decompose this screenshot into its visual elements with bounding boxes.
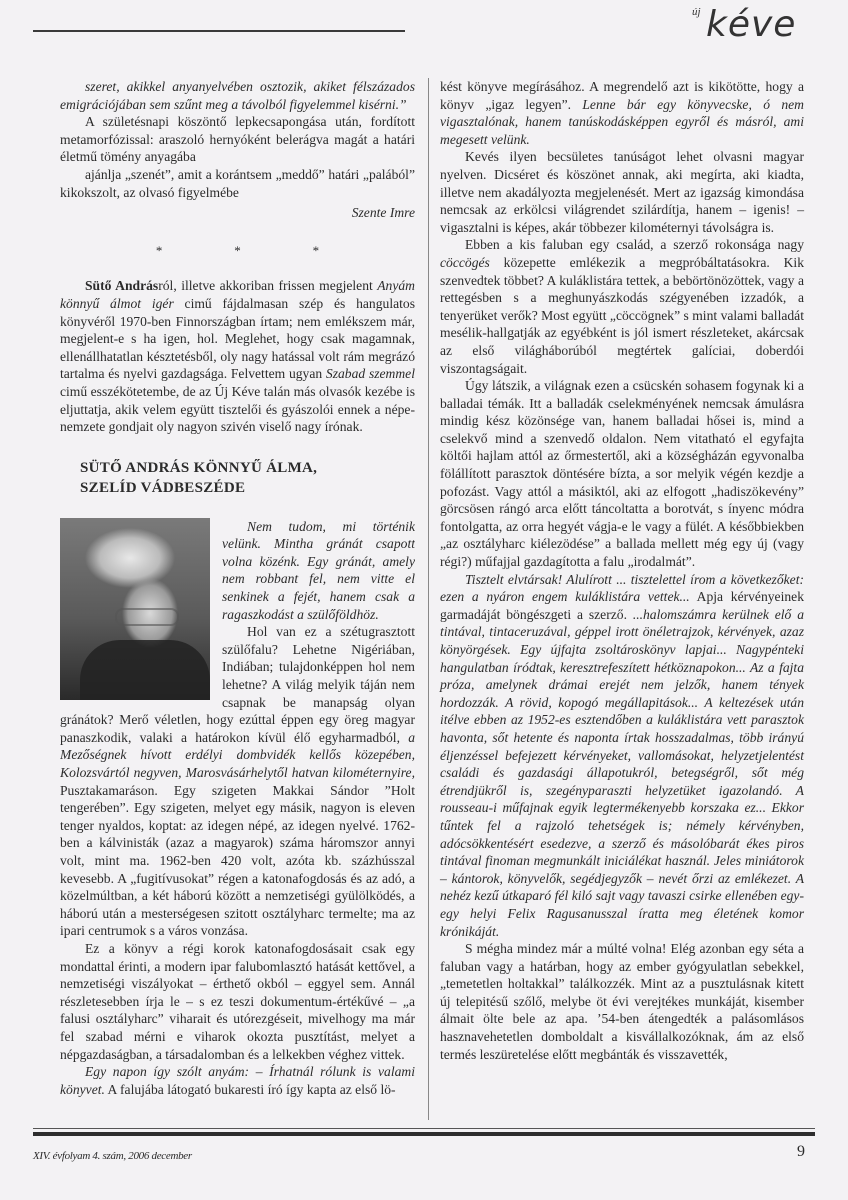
paragraph: Sütő Andrásról, illetve akkoriban frissen megjelent Anyám könnyű álmot igér cimű fájdalmasan szép és hangulatos könyvéről 1970-ben Finnországban írtam; nem emlékszem már, megjelent-e s ha igen, hol. Meglehet, hogy csak magamnak, ellenállhatatlan késztetésből, oly nagy hatással volt rám megrázó tartalma és nyelvi gazdagsága. Felvettem ugyan Szabad szemmel cimű esszékötetembe, de az Új Kéve talán más olvasók kezébe is eljuttatja, akik velem együtt tisztelői és gyászolói ennek a népe-nemzete gondjait oly nagyon szivén viselő nagy írónak. xyxy=(60,278,415,435)
asterisk: * xyxy=(155,242,163,258)
author-signature: Szente Imre xyxy=(351,205,415,221)
footer-rule xyxy=(33,1128,815,1129)
collection-title: Szabad szemmel xyxy=(325,366,415,382)
left-column xyxy=(60,78,415,1098)
paragraph: Ez a könyv a régi korok katonafogdosásait csak egy mondattal érinti, a modern ipar falubomlasztó hatását kettővel, a nemzetiségi viszályokat – érthető okból – eggyel sem. Annál részletesebben írja le – s ez teszi dokumentum-értékűvé – „a falusi osztályharc” viharait és utórezgéseit, mivelhogy ma már fel szabad mérni e viharok okozta pusztítást, melyet a népgazdaságban, a társadalomban és a lelkekben véghez vittek. xyxy=(60,940,415,1062)
asterisk: * xyxy=(312,242,320,258)
paragraph: Hol van ez a szétugrasztott szülőfalu? Lehetne Nigériában, Indiában; tulajdonképpen hol nem lehetne? A világ melyik táján nem csapnak be manapság olyan gránátok? Merő véletlen, hogy ezúttal éppen egy öreg magyar panaszkodik, valaki a határokon kívül élő egyharmadból, a Mezőségnek hívott erdélyi dombvidék kellős közepében, Kolozsvártól negyven, Marosvásárhelytől hatvan kilométernyire, Pusztakamaráson. Egy szigeten Makkai Sándor ”Holt tengerében”. Egy szigeten, melyet egy másik, nagyon is eleven tenger nyaldos, koptat: az idegen népé, az idegen nyelvé. 1762-ben a kálvinisták (azaz a magyarok) száma háromszor annyi volt, mint ma. 1962-ben 420 volt, azóta kb. százhússzal kevesebb. A „fugitívusokat” régen a katonafogdosás és az adó, a közelmúltban, a két háború között a nemzetiségi gyülölködés, a háború után a mesterségesen szitott osztályharc termelte; ma az ipari centrumok s a város vonzása. xyxy=(60,624,415,939)
author-name: Sütő András xyxy=(85,278,159,294)
paragraph: Úgy látszik, a világnak ezen a csücskén sohasem fogynak ki a balladai témák. Itt a balladák cselekményének nemcsak ámulásra mindig kész közönsége van, hanem balladai hősei is, mind a cselekvő mind a szenvedő oldalon. Nem vitatható el egyfajta költői hajlam attól az őrmestertől, aki a községházán egyvonalba fölállított parasztok döntésére bízta, a sor melyik végén kezdje a pofozást. Vagy attól a másiktól, aki az elfogott „hadiszökevény” görcsösen rángó arca előtt táncoltatta a borotvát, s ínyenc módra fontolgatta, az orra hegyét vágja-e le vagy a fülét. A későbbiekben „az osztályharc kiélezödése” a ballada mellett még egy új (vagy régi?) műfajjal gazdagította a falu „irodalmát”. xyxy=(440,378,804,570)
header-rule xyxy=(33,30,405,32)
book-title: Anyám könnyű álmot igér xyxy=(60,278,415,311)
page-number: 9 xyxy=(797,1143,805,1160)
paragraph: S mégha mindez már a múlté volna! Elég azonban egy séta a faluban vagy a határban, hogy az ember gyógyulatlan sebekkel, „temetetlen holtakkal” találkozzék. Mint az a pusztulásnak kitett új telepitésű szőlő, melybe öt évi verejtékes munkáját, kisember álmait ölte bele az apa. ’54-ben átengedték a palásomlásos hasznavehetetlen domboldalt a kisvállalkozóknak, ám az első termés leszüretelése előtt megbánták és visszavették, xyxy=(440,941,804,1062)
paragraph: ajánlja „szenét”, amit a korántsem „meddő” határi „palából” kikokszolt, az olvasó figyelmébe xyxy=(60,166,415,200)
asterisk: * xyxy=(234,242,241,258)
paragraph: Ebben a kis faluban egy család, a szerző rokonsága nagy cöccögés közepette emlékezik a megpróbáltatásokra. Kik szenvedtek többet? A kuláklistára tettek, a bebörtönözöttek, vagy a rettegésben s a meghunyászkodás szégyenében izzadók, a tenyerüket verők? Most együtt „cöccögnek” s mint valami balladát mesélik-hallgatják az egyébként is jól ismert részleteket, akárcsak az első világháborúból megtértek galíciai, doberdói viszontagságait. xyxy=(440,237,804,376)
logo-small-text: új xyxy=(692,6,701,18)
quote-ending: szeret, akikkel anyanyelvében osztozik, akiket félszázados emigrációjában sem szűnt meg a távolból figyelemmel kisérni.” xyxy=(60,79,415,112)
photo-detail xyxy=(115,608,179,626)
article-heading: SÜTŐ ANDRÁS KÖNNYŰ ÁLMA, SZELÍD VÁDBESZÉDE xyxy=(80,459,318,496)
paragraph: Tisztelt elvtársak! Alulírott ... tisztelettel írom a következőket: ezen a nyáron engem kuláklistára vettek... Apja kérvényeinek garmadáját böngészgeti a szerző. ...halomszámra kerülnek elő a tintával, tintaceruzával, géppel irott önéletrajzok, kérvények, azaz könyörgések. Egy újfajta zsoltároskönyv lapjai... Nagypénteki hangulatban íródtak, keresztrefeszített hétköznapokon... Az a fajta próza, amelynek drámai erejét nem jelzők, hanem tények hordozzák. A rövid, kopogó megállapitások... A keltezések után itélve ebben az 1952-es esztendőben a kuláklistára vett parasztok havonta, sőt hetente és naponta írtak hosszadalmas, több irányú éljenzéssel befejezett kérvényeket, vallomásokat, helyzetjelentést családi és gazdasági állapotukról, betegségről, sőt még étrendjükről is, szegényparaszti helyzetüket igazolandó. A rousseau-i műfajnak egyik legtermékenyebb korszaka ez... Ekkor tűntek fel a rajzoló tehetségek is; némely kérvényben, adócsökkentésért esedezve, a szerző és másolóbarát ékes piros tintával finoman megmunkált iniciálékat használ. Jeles miniátorok – kántorok, könyvelők, segédjegyzők – nevét őrzi az emlékezet. A nehéz kezű útkaparó fél kiló sajt vagy tavaszi csirke ellenében egy-egy helyi Felix Ragusanusszal íratta meg életének komor krónikáját. xyxy=(440,571,804,939)
epigraph-quote: Nem tudom, mi történik velünk. Mintha gránát csapott volna közénk. Egy gránát, amely nem robbant fel, nem vitte el senkinek a fejét, hanem csak a ragaszkodást a szülőföldhöz. xyxy=(222,518,415,622)
paragraph: Egy napon így szólt anyám: – Írhatnál rólunk is valami könyvet. A falujába látogató bukaresti író így kapta az első lö- xyxy=(60,1064,415,1097)
footer-rule xyxy=(33,1132,815,1136)
column-divider xyxy=(428,78,429,1120)
author-portrait-photo xyxy=(60,518,210,700)
paragraph: kést könyve megírásához. A megrendelő azt is kikötötte, hogy a könyv „igaz legyen”. Lenne bár egy könyvecske, ó nem vigasztalónak, hanem tanúskodásképpen egyről és másról, ami megesett velünk. xyxy=(440,79,804,147)
photo-detail xyxy=(80,640,210,700)
paragraph: Kevés ilyen becsületes tanúságot lehet olvasni magyar nyelven. Dicséret és köszönet annak, aki megírta, aki kiadta, illetve nem akadályozta megjelenését. Mert az igazság kimondása nemcsak az erkölcsi világrendet szilárdítja, hanem – igenis! – vigasztalni is képes, akár többezer kilométernyi távolságra is. xyxy=(440,149,804,235)
right-column xyxy=(440,78,804,1063)
issue-info: XIV. évfolyam 4. szám, 2006 december xyxy=(33,1150,192,1162)
section-separator xyxy=(60,242,415,260)
logo-main-text: kéve xyxy=(706,4,797,45)
photo-with-text xyxy=(60,518,415,940)
paragraph: A születésnapi köszöntő lepkecsapongása után, fordított metamorfózissal: araszoló hernyóként belerágva magát a határi életmű tömény anyagába xyxy=(60,114,415,165)
